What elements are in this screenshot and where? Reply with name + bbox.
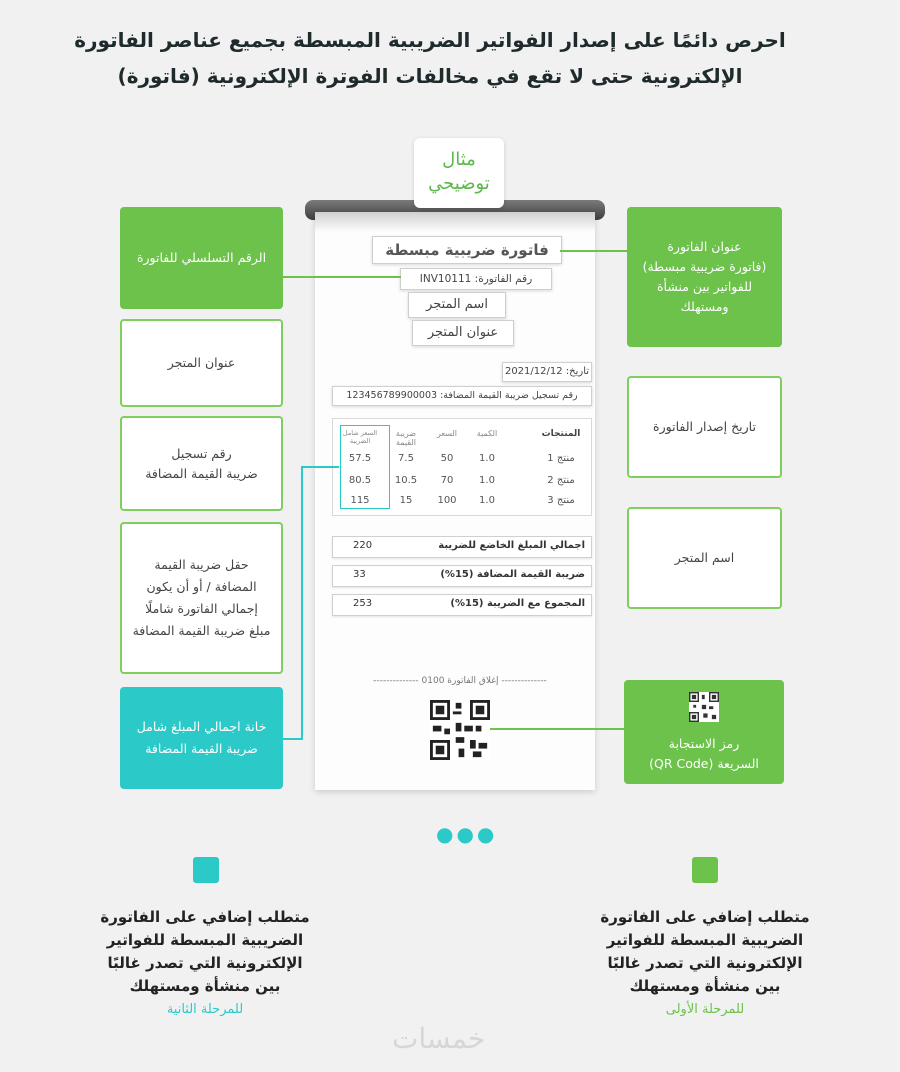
receipt-invoice-number: رقم الفاتورة: INV10111: [400, 268, 552, 290]
table-cell: 100: [437, 495, 457, 506]
connector-line: [301, 466, 339, 468]
note-line: بين منشأة ومستهلك: [129, 977, 281, 995]
phase-two-note: [80, 906, 330, 1021]
receipt-date: تاريخ: 2021/12/12: [502, 362, 592, 382]
box-line: خانة اجمالي المبلغ شامل: [136, 719, 267, 734]
total-row-taxable: [332, 536, 592, 558]
table-header-total: السعر شامل الضريبة: [342, 429, 378, 445]
qr-code-icon: [689, 692, 719, 722]
total-value: 253: [353, 598, 373, 609]
box-line: إجمالي الفاتورة شاملًا: [145, 601, 258, 616]
vat-field-box: [120, 522, 283, 674]
issue-date-box: تاريخ إصدار الفاتورة: [627, 376, 782, 478]
table-cell: 1.0: [479, 495, 495, 506]
table-cell: 1.0: [479, 475, 495, 486]
connector-line: [560, 250, 627, 252]
box-line: (فاتورة ضريبية مبسطة): [642, 259, 767, 274]
connector-line: [301, 466, 303, 740]
table-cell: 15: [399, 495, 413, 506]
table-header-price: السعر: [436, 429, 458, 438]
table-cell: منتج 1: [547, 453, 575, 464]
total-value: 220: [353, 540, 373, 551]
box-line: عنوان الفاتورة: [667, 239, 742, 254]
title-line-2: الإلكترونية حتى لا تقع في مخالفات الفوترة الإلكترونية (فاتورة): [117, 64, 743, 88]
receipt-qr-code: [430, 700, 490, 760]
example-tag-line1: مثال: [442, 149, 476, 170]
box-line: المضافة / أو أن يكون: [146, 579, 257, 594]
box-line: مبلغ ضريبة القيمة المضافة: [132, 623, 271, 638]
receipt-closing: -------------- إغلاق الفاتورة 0100 --------------: [373, 676, 547, 686]
table-header-qty: الكمية: [476, 429, 498, 438]
box-line: للفواتير بين منشأة: [656, 279, 753, 294]
phase-label: للمرحلة الثانية: [166, 1002, 244, 1017]
total-label: المجموع مع الضريبة (15%): [450, 598, 585, 609]
title-line-1: احرص دائمًا على إصدار الفواتير الضريبية المبسطة بجميع عناصر الفاتورة: [74, 28, 786, 52]
note-line: الضريبية المبسطة للفواتير: [106, 931, 304, 949]
receipt-store-address: عنوان المتجر: [412, 320, 514, 346]
table-cell: 10.5: [394, 475, 418, 486]
box-line: ضريبة القيمة المضافة: [145, 465, 258, 481]
table-cell: منتج 3: [547, 495, 575, 506]
connector-line: [283, 276, 401, 278]
note-line: الإلكترونية التي تصدر غالبًا: [107, 954, 303, 972]
box-line: رقم تسجيل: [171, 445, 232, 461]
table-cell: 7.5: [398, 453, 414, 464]
box-line: رمز الاستجابة: [668, 736, 740, 751]
table-cell: 57.5: [348, 453, 372, 464]
green-square-icon: [692, 857, 718, 883]
receipt-title: فاتورة ضريبية مبسطة: [372, 236, 562, 264]
connector-line: [283, 738, 303, 740]
pagination-dots: ●●●: [436, 822, 498, 846]
box-line: ضريبة القيمة المضافة: [145, 741, 258, 756]
table-header-products: المنتجات: [541, 429, 581, 439]
phase-label: للمرحلة الأولى: [665, 1002, 745, 1017]
note-line: بين منشأة ومستهلك: [629, 977, 781, 995]
watermark: خمسات: [392, 1022, 486, 1055]
receipt-store-name: اسم المتجر: [408, 292, 506, 318]
note-line: متطلب إضافي على الفاتورة: [100, 908, 310, 926]
box-line: حقل ضريبة القيمة: [154, 557, 249, 572]
table-cell: 1.0: [479, 453, 495, 464]
total-row-vat: [332, 565, 592, 587]
receipt-shadow: [315, 212, 595, 232]
invoice-title-box: [627, 207, 782, 347]
table-cell: 50: [440, 453, 454, 464]
receipt-table: [332, 418, 592, 516]
page-title: [60, 22, 800, 94]
table-cell: 80.5: [348, 475, 372, 486]
total-row-grand: [332, 594, 592, 616]
receipt-closing-text: إغلاق الفاتورة 0100: [421, 676, 499, 686]
note-line: متطلب إضافي على الفاتورة: [600, 908, 810, 926]
box-line: السريعة (QR Code): [649, 756, 759, 771]
table-cell: 115: [350, 495, 370, 506]
total-amount-box: [120, 687, 283, 789]
total-label: ضريبة القيمة المضافة (15%): [440, 569, 585, 580]
vat-reg-box: [120, 416, 283, 511]
connector-line: [490, 728, 624, 730]
serial-number-box: الرقم التسلسلي للفاتورة: [120, 207, 283, 309]
store-name-box: اسم المتجر: [627, 507, 782, 609]
example-tag: [414, 138, 504, 208]
box-line: ومستهلك: [680, 299, 729, 314]
teal-square-icon: [193, 857, 219, 883]
note-line: الضريبية المبسطة للفواتير: [606, 931, 804, 949]
example-tag-line2: توضيحي: [428, 173, 490, 194]
table-header-vat: ضريبة القيمة: [395, 429, 417, 447]
store-address-box: عنوان المتجر: [120, 319, 283, 407]
total-value: 33: [353, 569, 366, 580]
phase-one-note: [580, 906, 830, 1021]
note-line: الإلكترونية التي تصدر غالبًا: [607, 954, 803, 972]
total-column-highlight: [340, 425, 390, 509]
table-cell: منتج 2: [547, 475, 575, 486]
receipt-vat-reg: رقم تسجيل ضريبة القيمة المضافة: 123456789900003: [332, 386, 592, 406]
qr-code-box: [624, 680, 784, 784]
table-cell: 70: [440, 475, 454, 486]
total-label: اجمالي المبلغ الخاضع للضريبة: [438, 540, 585, 551]
